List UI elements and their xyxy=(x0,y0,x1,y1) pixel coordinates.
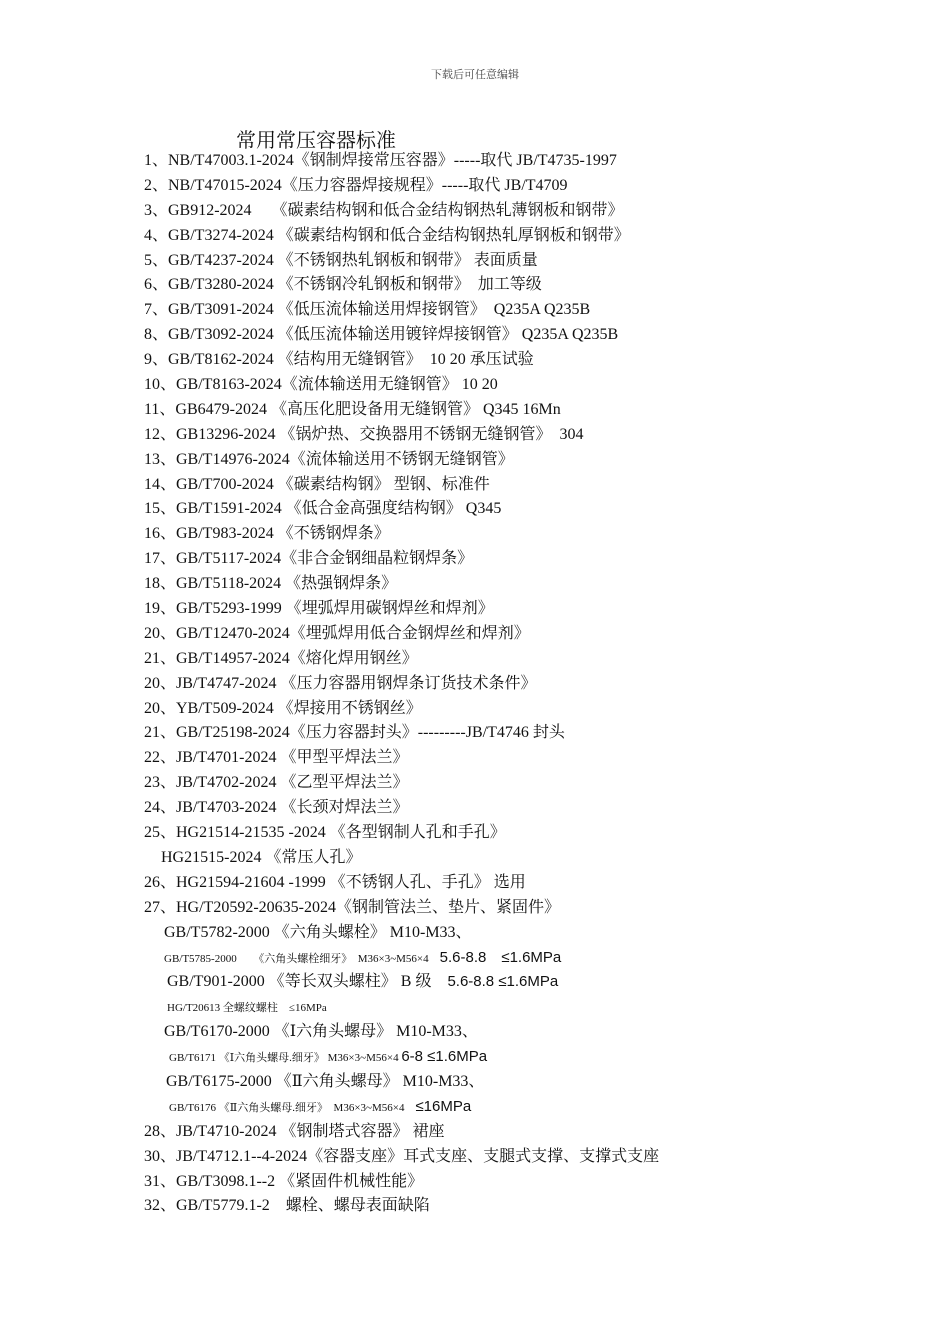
list-item: 28、JB/T4710-2024 《钢制塔式容器》 裙座 xyxy=(144,1122,445,1140)
list-item: 14、GB/T700-2024 《碳素结构钢》 型钢、标准件 xyxy=(144,475,490,493)
list-item: 19、GB/T5293-1999 《埋弧焊用碳钢焊丝和焊剂》 xyxy=(144,600,494,618)
list-item: 22、JB/T4701-2024 《甲型平焊法兰》 xyxy=(144,749,409,767)
list-item: 15、GB/T1591-2024 《低合金高强度结构钢》 Q345 xyxy=(144,500,502,518)
list-item: 13、GB/T14976-2024《流体输送用不锈钢无缝钢管》 xyxy=(144,450,514,468)
list-item: 3、GB912-2024 《碳素结构钢和低合金结构钢热轧薄钢板和钢带》 xyxy=(144,201,624,219)
list-item xyxy=(0,1095,950,1120)
list-item: 20、YB/T509-2024 《焊接用不锈钢丝》 xyxy=(144,699,422,717)
list-item: 12、GB13296-2024 《锅炉热、交换器用不锈钢无缝钢管》 304 xyxy=(144,425,584,443)
list-item: 2、NB/T47015-2024《压力容器焊接规程》-----取代 JB/T4709 xyxy=(144,176,568,194)
list-item: 32、GB/T5779.1-2 螺栓、螺母表面缺陷 xyxy=(144,1197,430,1215)
list-item: 23、JB/T4702-2024 《乙型平焊法兰》 xyxy=(144,774,409,792)
list-item: 1、NB/T47003.1-2024《钢制焊接常压容器》-----取代 JB/T4735-1997 xyxy=(144,152,617,169)
list-item: 17、GB/T5117-2024《非合金钢细晶粒钢焊条》 xyxy=(144,550,474,568)
list-item: 20、GB/T12470-2024《埋弧焊用低合金钢焊丝和焊剂》 xyxy=(144,624,530,642)
fastener-rating: ≤16MPa xyxy=(415,1097,472,1115)
list-item: 25、HG21514-21535 -2024 《各型钢制人孔和手孔》 xyxy=(144,824,506,842)
list-item: 18、GB/T5118-2024 《热强钢焊条》 xyxy=(144,575,398,593)
list-item xyxy=(0,946,950,971)
list-item: GB/T6170-2000 《Ⅰ六角头螺母》 M10-M33、 xyxy=(164,1023,478,1041)
list-item: 8、GB/T3092-2024 《低压流体输送用镀锌焊接钢管》 Q235A Q235B xyxy=(144,326,619,344)
fastener-rating: 6-8 ≤1.6MPa xyxy=(401,1048,488,1066)
list-item: 27、HG/T20592-20635-2024《钢制管法兰、垫片、紧固件》 xyxy=(144,898,560,916)
list-item xyxy=(0,995,950,1020)
list-item: 21、GB/T25198-2024《压力容器封头》---------JB/T4746 封头 xyxy=(144,724,565,742)
list-item: 16、GB/T983-2024 《不锈钢焊条》 xyxy=(144,525,390,543)
fastener-spec: GB/T5785-2000 《六角头螺栓细牙》 M36×3~M56×4 xyxy=(164,952,440,965)
list-item: 6、GB/T3280-2024 《不锈钢冷轧钢板和钢带》 加工等级 xyxy=(144,276,542,294)
fastener-rating: 5.6-8.8 ≤1.6MPa xyxy=(439,948,562,966)
list-item: 9、GB/T8162-2024 《结构用无缝钢管》 10 20 承压试验 xyxy=(144,351,534,369)
list-item xyxy=(0,1045,950,1070)
standards-list xyxy=(0,149,950,1219)
list-item: GB/T5782-2000 《六角头螺栓》 M10-M33、 xyxy=(164,923,472,941)
list-item: 30、JB/T4712.1--4-2024《容器支座》耳式支座、支腿式支撑、支撑式支座 xyxy=(144,1147,660,1165)
list-item: GB/T6175-2000 《Ⅱ六角头螺母》 M10-M33、 xyxy=(166,1072,485,1090)
page-header-note: 下载后可任意编辑 xyxy=(431,68,519,81)
list-item xyxy=(0,970,950,995)
list-item: 5、GB/T4237-2024 《不锈钢热轧钢板和钢带》 表面质量 xyxy=(144,251,538,269)
fastener-spec: GB/T6176 《Ⅱ六角头螺母.细牙》 M36×3~M56×4 xyxy=(169,1101,416,1114)
page-title: 常用常压容器标准 xyxy=(236,128,396,152)
list-item: 24、JB/T4703-2024 《长颈对焊法兰》 xyxy=(144,799,409,817)
list-item: 10、GB/T8163-2024《流体输送用无缝钢管》 10 20 xyxy=(144,376,498,394)
fastener-spec: HG/T20613 全螺纹螺柱 ≤16MPa xyxy=(167,1002,327,1015)
list-item: HG21515-2024 《常压人孔》 xyxy=(161,848,362,866)
list-item: 11、GB6479-2024 《高压化肥设备用无缝钢管》 Q345 16Mn xyxy=(144,400,561,418)
list-item: 31、GB/T3098.1--2 《紧固件机械性能》 xyxy=(144,1172,424,1190)
list-item: 21、GB/T14957-2024《熔化焊用钢丝》 xyxy=(144,649,418,667)
fastener-spec: GB/T901-2000 《等长双头螺柱》 B 级 xyxy=(167,973,448,991)
list-item: 26、HG21594-21604 -1999 《不锈钢人孔、手孔》 选用 xyxy=(144,873,526,891)
fastener-spec: GB/T6171 《Ⅰ六角头螺母.细牙》 M36×3~M56×4 xyxy=(169,1052,402,1065)
fastener-rating: 5.6-8.8 ≤1.6MPa xyxy=(447,973,559,991)
list-item: 20、JB/T4747-2024 《压力容器用钢焊条订货技术条件》 xyxy=(144,674,537,692)
list-item: 7、GB/T3091-2024 《低压流体输送用焊接钢管》 Q235A Q235B xyxy=(144,301,591,319)
list-item: 4、GB/T3274-2024 《碳素结构钢和低合金结构钢热轧厚钢板和钢带》 xyxy=(144,226,630,244)
